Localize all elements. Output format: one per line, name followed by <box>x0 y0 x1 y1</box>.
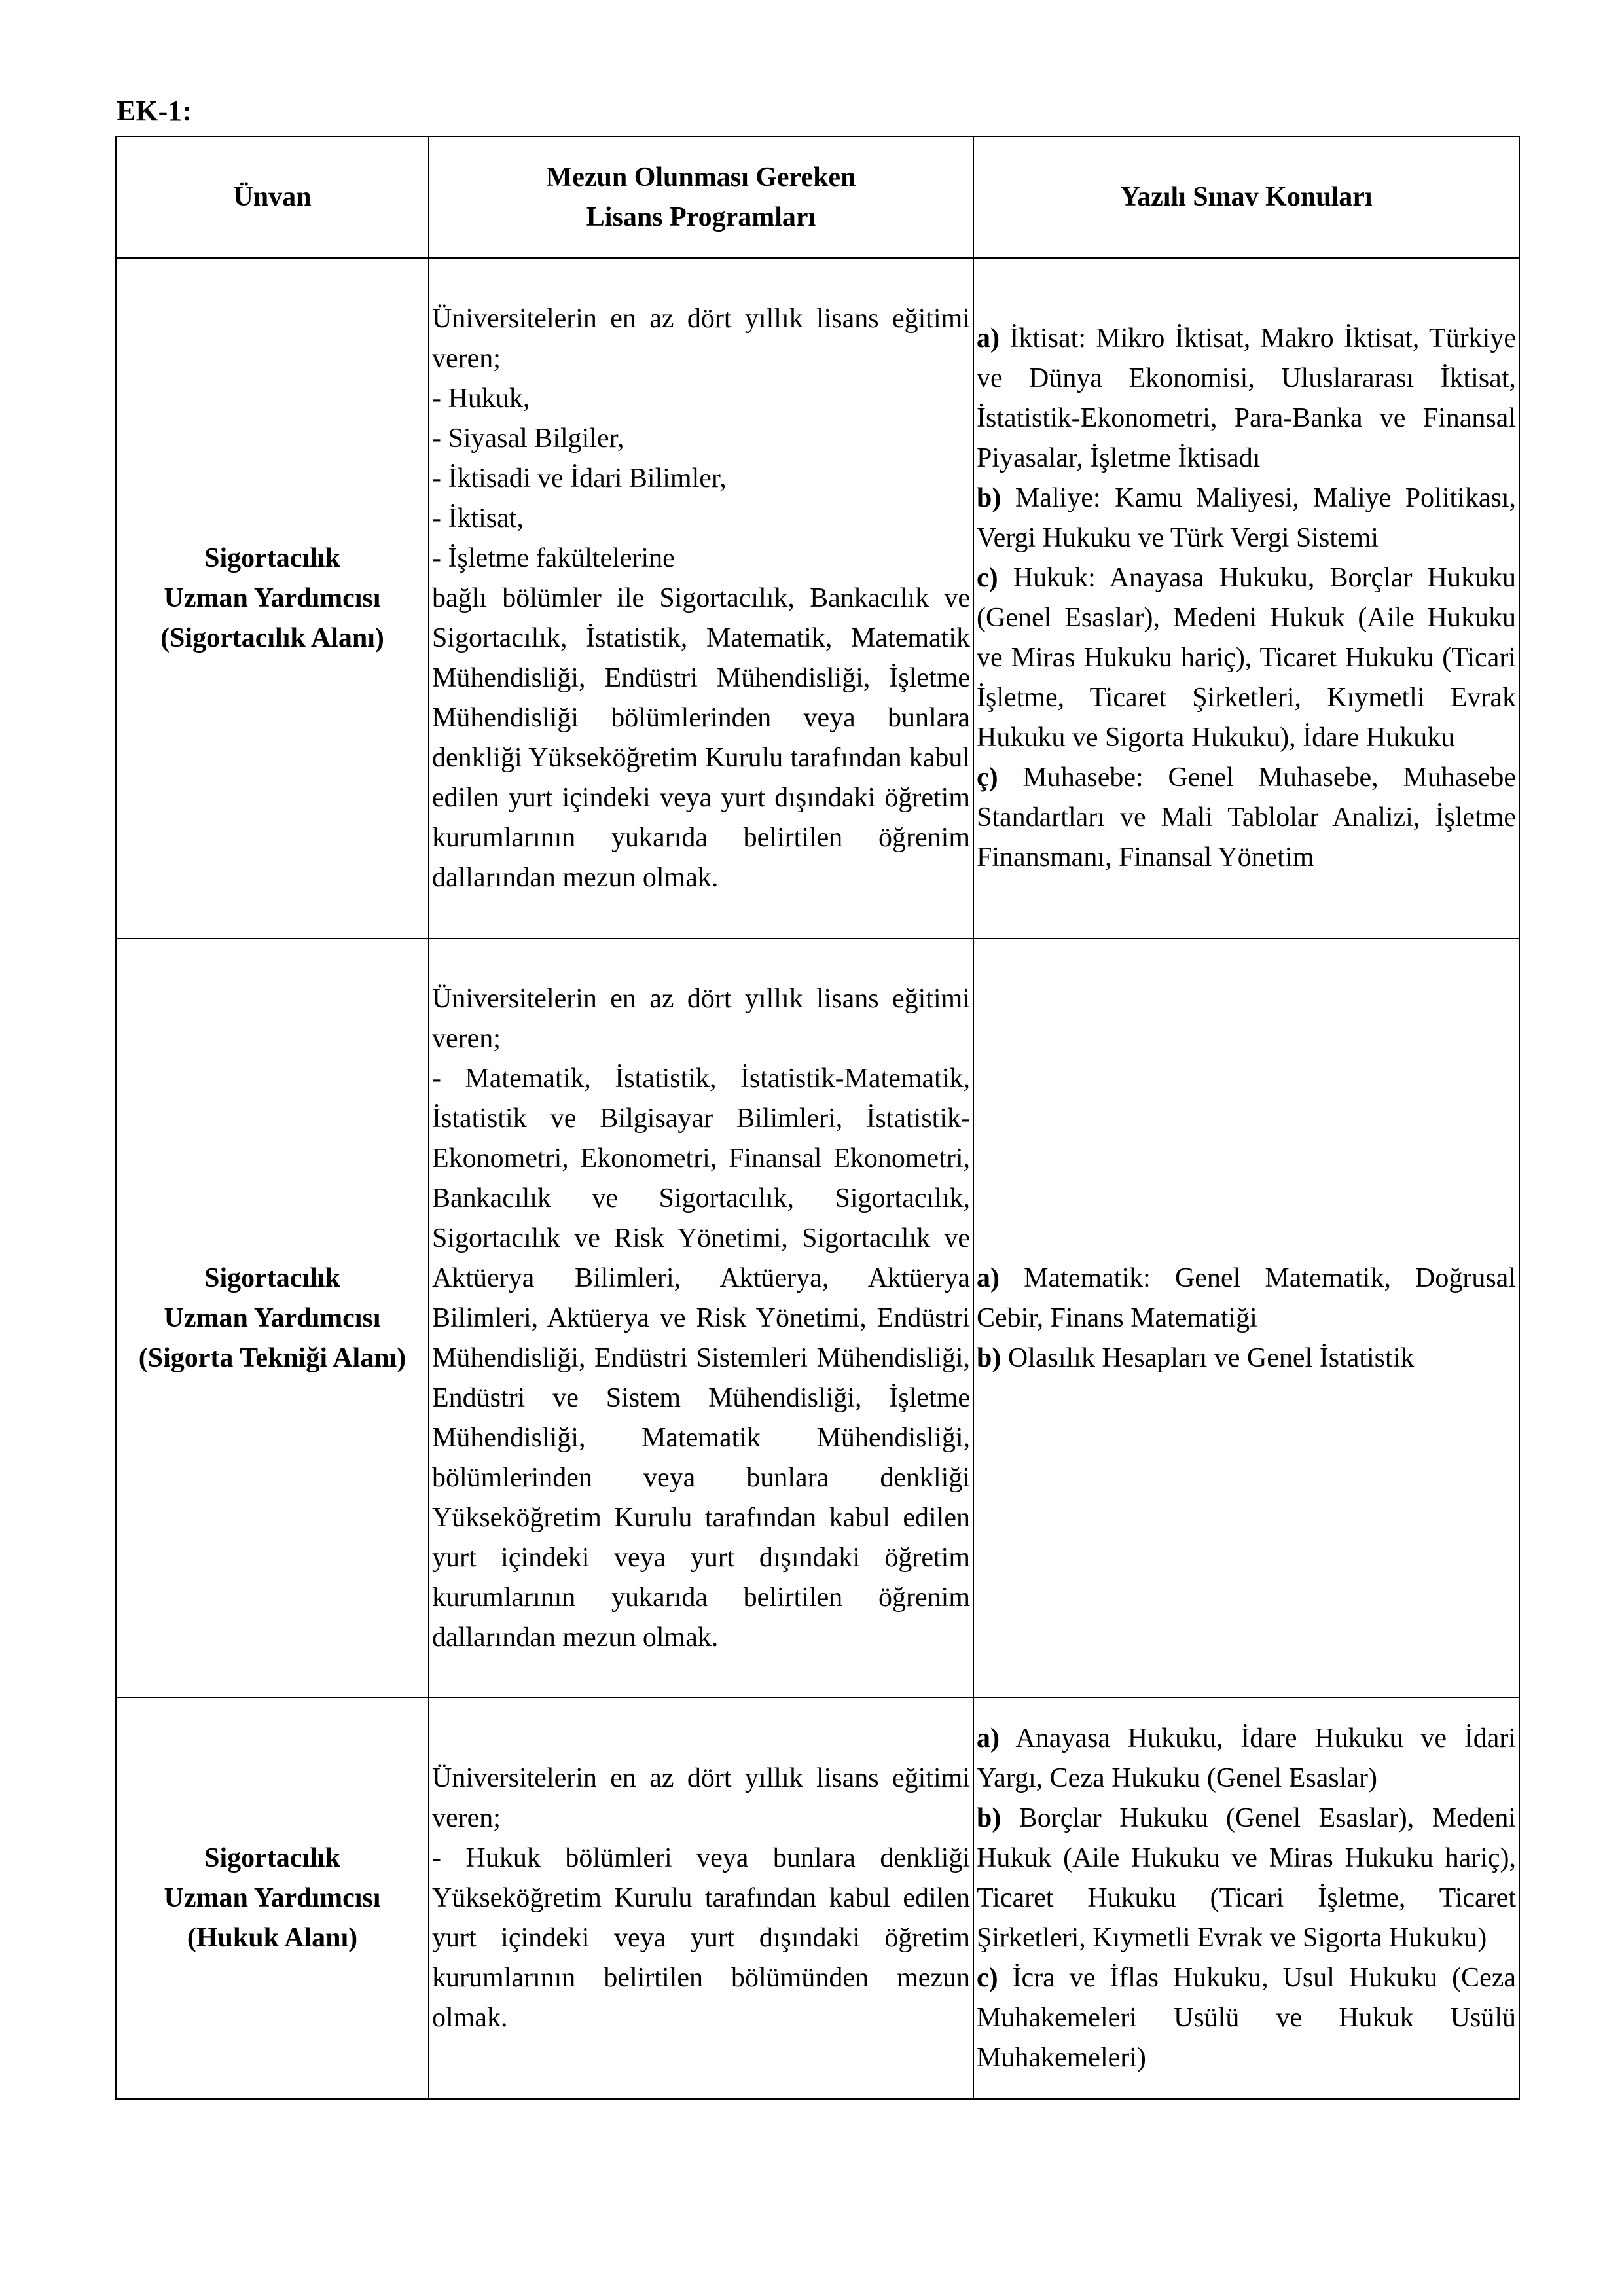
topic-text: İktisat: Mikro İktisat, Makro İktisat, Türkiye ve Dünya Ekonomisi, Uluslararası İktisat, İstatistik-Ekonometri, Para-Banka ve Finansal Piyasalar, İşletme İktisadı <box>977 323 1516 473</box>
programs-body: - Hukuk bölümleri veya bunlara denkliği Yükseköğretim Kurulu tarafından kabul edilen yurt içindeki veya yurt dışındaki öğretim kurumlarının belirtilen bölümünden mezun olmak. <box>432 1843 970 2033</box>
topic-item <box>977 1259 1516 1338</box>
table-row <box>116 939 1519 1698</box>
topic-item <box>977 1958 1516 2078</box>
topic-label: b) <box>977 483 1001 513</box>
programs-intro: Üniversitelerin en az dört yıllık lisans eğitimi veren; <box>432 983 970 1054</box>
topic-item <box>977 758 1516 878</box>
topic-text: Muhasebe: Genel Muhasebe, Muhasebe Standartları ve Mali Tablolar Analizi, İşletme Finansmanı, Finansal Yönetim <box>977 762 1516 872</box>
topic-text: İcra ve İflas Hukuku, Usul Hukuku (Ceza Muhakemeleri Usülü ve Hukuk Usülü Muhakemeleri) <box>977 1963 1516 2073</box>
header-programs <box>429 137 973 258</box>
topic-label: c) <box>977 1963 998 1993</box>
topic-item <box>977 478 1516 558</box>
programs-item: - Hukuk, <box>432 383 530 414</box>
programs-item: - İşletme fakültelerine <box>432 543 675 573</box>
row-title-line1: Sigortacılık <box>204 1843 340 1873</box>
row-topics-cell <box>973 1698 1519 2099</box>
topic-text: Hukuk: Anayasa Hukuku, Borçlar Hukuku (Genel Esaslar), Medeni Hukuk (Aile Hukuku ve Miras Hukuku hariç), Ticaret Hukuku (Ticari İşletme, Ticaret Şirketleri, Kıymetli Evrak Hukuku ve Sigorta Hukuku), İdare Hukuku <box>977 563 1517 753</box>
table-row <box>116 1698 1519 2099</box>
row-title-line3: (Hukuk Alanı) <box>187 1923 358 1953</box>
row-title-line1: Sigortacılık <box>204 1263 340 1293</box>
row-programs-cell <box>429 1698 973 2099</box>
table-row <box>116 258 1519 939</box>
row-title-cell <box>116 1698 429 2099</box>
row-title-line1: Sigortacılık <box>204 543 340 573</box>
programs-outro: bağlı bölümler ile Sigortacılık, Bankacılık ve Sigortacılık, İstatistik, Matematik, Matematik Mühendisliği, Endüstri Mühendisliği, İşletme Mühendisliği bölümlerinden veya bunlara denkliği Yükseköğretim Kurulu tarafından kabul edilen yurt içindeki veya yurt dışındaki öğretim kurumlarının yukarıda belirtilen öğrenim dallarından mezun olmak. <box>432 583 970 893</box>
row-title-line2: Uzman Yardımcısı <box>164 1302 381 1333</box>
row-title-cell <box>116 939 429 1698</box>
topic-item <box>977 558 1516 758</box>
topic-text: Olasılık Hesapları ve Genel İstatistik <box>1007 1342 1415 1373</box>
annex-label: EK-1: <box>117 95 192 127</box>
row-title-cell <box>116 258 429 939</box>
topic-label: a) <box>977 1263 1000 1293</box>
programs-item: - İktisat, <box>432 503 524 533</box>
topic-item <box>977 1338 1516 1378</box>
header-programs-line2: Lisans Programları <box>586 202 816 232</box>
row-title-line2: Uzman Yardımcısı <box>164 1883 381 1913</box>
header-topics <box>973 137 1519 258</box>
header-title <box>116 137 429 258</box>
programs-intro: Üniversitelerin en az dört yıllık lisans eğitimi veren; <box>432 303 970 374</box>
programs-intro: Üniversitelerin en az dört yıllık lisans eğitimi veren; <box>432 1763 970 1833</box>
header-title-label: Ünvan <box>233 182 312 212</box>
topic-label: c) <box>977 563 998 593</box>
header-topics-label: Yazılı Sınav Konuları <box>1120 182 1373 212</box>
topic-item <box>977 1799 1516 1958</box>
topic-label: ç) <box>977 762 998 793</box>
topic-text: Borçlar Hukuku (Genel Esaslar), Medeni Hukuk (Aile Hukuku ve Miras Hukuku hariç), Ticaret Hukuku (Ticari İşletme, Ticaret Şirketleri, Kıymetli Evrak ve Sigorta Hukuku) <box>977 1803 1516 1953</box>
topic-text: Anayasa Hukuku, İdare Hukuku ve İdari Yargı, Ceza Hukuku (Genel Esaslar) <box>977 1723 1516 1793</box>
row-programs-cell <box>429 939 973 1698</box>
topic-label: a) <box>977 323 1000 353</box>
topic-text: Maliye: Kamu Maliyesi, Maliye Politikası, Vergi Hukuku ve Türk Vergi Sistemi <box>977 483 1516 553</box>
programs-item: - İktisadi ve İdari Bilimler, <box>432 463 727 493</box>
table-header-row <box>116 137 1519 258</box>
row-title-line2: Uzman Yardımcısı <box>164 583 381 613</box>
row-title-line3: (Sigorta Tekniği Alanı) <box>138 1342 406 1373</box>
topic-label: a) <box>977 1723 1000 1753</box>
exam-requirements-table <box>115 136 1520 2100</box>
row-programs-cell <box>429 258 973 939</box>
row-topics-cell <box>973 258 1519 939</box>
topic-item <box>977 1719 1516 1799</box>
topic-label: b) <box>977 1803 1001 1833</box>
topic-label: b) <box>977 1342 1001 1373</box>
programs-body: - Matematik, İstatistik, İstatistik-Matematik, İstatistik ve Bilgisayar Bilimleri, İstatistik-Ekonometri, Ekonometri, Finansal Ekonometri, Bankacılık ve Sigortacılık, Sigortacılık, Sigortacılık ve Risk Yönetimi, Sigortacılık ve Aktüerya Bilimleri, Aktüerya, Aktüerya Bilimleri, Aktüerya ve Risk Yönetimi, Endüstri Mühendisliği, Endüstri Sistemleri Mühendisliği, Endüstri ve Sistem Mühendisliği, İşletme Mühendisliği, Matematik Mühendisliği, bölümlerinden veya bunlara denkliği Yükseköğretim Kurulu tarafından kabul edilen yurt içindeki veya yurt dışındaki öğretim kurumlarının yukarıda belirtilen öğrenim dallarından mezun olmak. <box>432 1063 970 1653</box>
row-title-line3: (Sigortacılık Alanı) <box>160 622 384 653</box>
header-programs-line1: Mezun Olunması Gereken <box>546 162 856 192</box>
topic-text: Matematik: Genel Matematik, Doğrusal Cebir, Finans Matematiği <box>977 1263 1516 1333</box>
row-topics-cell <box>973 939 1519 1698</box>
topic-item <box>977 319 1516 478</box>
programs-item: - Siyasal Bilgiler, <box>432 423 624 454</box>
